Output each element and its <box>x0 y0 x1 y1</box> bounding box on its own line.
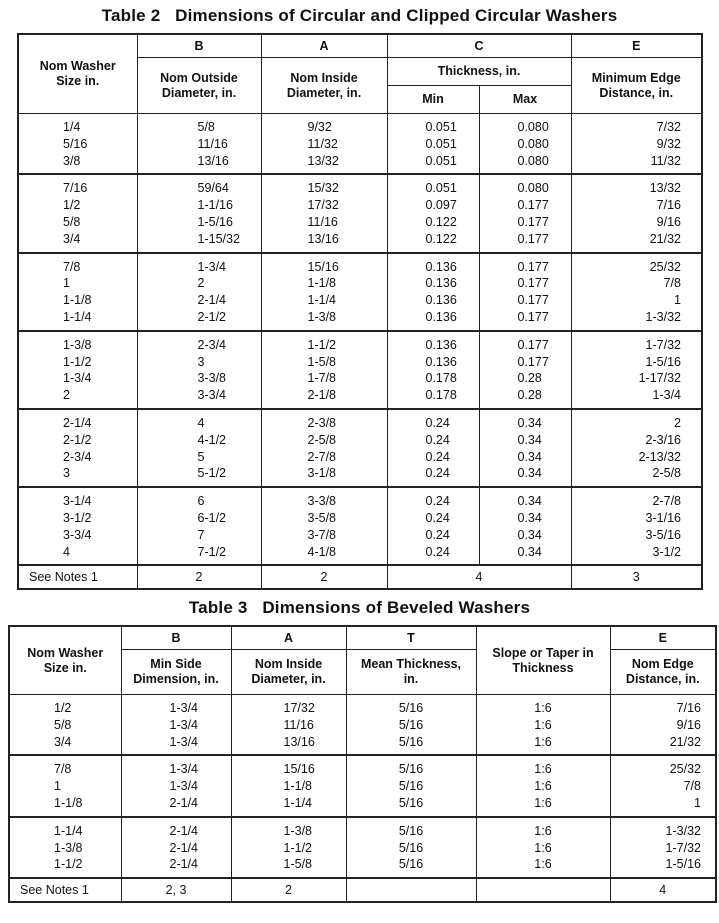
cell-outside-diameter <box>137 487 261 565</box>
cell-edge-distance-value: 1-7/32 <box>645 337 681 352</box>
cell-washer-size-value: 1-3/4 <box>63 371 92 386</box>
cell-inside-diameter <box>261 331 387 409</box>
cell-inside-diameter-value: 3-3/8 <box>307 494 336 509</box>
cell-thickness-min <box>387 331 479 409</box>
cell-slope-value: 1:6 <box>534 823 552 838</box>
cell-thickness-max-value: 0.080 <box>517 120 549 134</box>
cell-outside-diameter-value: 3-3/4 <box>197 388 226 403</box>
cell-edge-distance-value: 2-3/16 <box>645 432 681 447</box>
cell-edge-distance <box>571 114 702 175</box>
cell-min-side-value: 1-3/4 <box>169 717 198 732</box>
cell-washer-size-value: 1-1/8 <box>54 795 83 810</box>
cell-washer-size-value: 2 <box>63 388 70 403</box>
cell-edge-distance-value: 7/8 <box>683 779 701 794</box>
table-row-group <box>9 695 716 756</box>
cell-inside-diameter-value: 1-1/8 <box>307 276 336 291</box>
cell-thickness-max-value: 0.177 <box>517 259 549 274</box>
cell-thickness-min-value: 0.24 <box>425 494 450 509</box>
cell-thickness-max-value: 0.177 <box>517 309 549 324</box>
cell-slope-value: 1:6 <box>534 795 552 810</box>
cell-slope-value: 1:6 <box>534 779 552 794</box>
cell-mean-thickness <box>346 817 476 878</box>
cell-inside-diameter-value: 3-7/8 <box>307 527 336 542</box>
cell-mean-thickness <box>346 755 476 816</box>
cell-thickness-min-value: 0.136 <box>425 259 457 274</box>
cell-edge-distance <box>610 755 716 816</box>
notes-label: See Notes 1 <box>9 878 121 902</box>
cell-mean-thickness-value: 5/16 <box>398 779 424 794</box>
cell-thickness-min-value: 0.122 <box>425 214 457 229</box>
t3-header-e-letter: E <box>610 626 716 650</box>
cell-edge-distance-value: 1-3/32 <box>665 823 701 838</box>
cell-inside-diameter <box>261 253 387 331</box>
cell-inside-diameter-value: 13/16 <box>283 734 315 749</box>
cell-min-side-value: 2-1/4 <box>169 840 198 855</box>
cell-outside-diameter-value: 2-3/4 <box>197 337 226 352</box>
cell-washer-size-value: 1-1/8 <box>63 293 92 308</box>
cell-edge-distance-value: 25/32 <box>649 259 681 274</box>
cell-thickness-max-value: 0.34 <box>517 510 542 525</box>
cell-outside-diameter-value: 5/8 <box>197 120 215 134</box>
table-row-group <box>18 487 702 565</box>
table-row-group <box>18 174 702 252</box>
cell-thickness-max-value: 0.34 <box>517 432 542 447</box>
t2-header-size: Nom Washer Size in. <box>18 34 137 114</box>
t3-header-t-label: Mean Thickness, in. <box>346 650 476 695</box>
cell-outside-diameter-value: 5 <box>197 449 205 464</box>
cell-slope <box>476 755 610 816</box>
cell-inside-diameter-value: 13/32 <box>307 153 339 168</box>
t2-header-b-label: Nom Outside Diameter, in. <box>137 58 261 114</box>
cell-edge-distance-value: 11/32 <box>650 153 681 168</box>
t3-header-e-label: Nom Edge Distance, in. <box>610 650 716 695</box>
cell-thickness-max-value: 0.177 <box>517 214 549 229</box>
cell-thickness-min-value: 0.051 <box>425 181 457 196</box>
cell-edge-distance-value: 21/32 <box>649 231 681 246</box>
cell-thickness-min-value: 0.24 <box>425 466 450 481</box>
cell-inside-diameter-value: 2-1/8 <box>307 388 336 403</box>
cell-washer-size-value: 5/16 <box>63 136 88 151</box>
cell-washer-size <box>18 487 137 565</box>
cell-outside-diameter <box>137 409 261 487</box>
cell-mean-thickness-value: 5/16 <box>398 717 424 732</box>
t3-header-t-letter: T <box>346 626 476 650</box>
t3-header-b-label: Min Side Dimension, in. <box>121 650 231 695</box>
cell-thickness-min-value: 0.051 <box>425 153 457 168</box>
cell-edge-distance <box>571 409 702 487</box>
cell-outside-diameter-value: 1-15/32 <box>197 231 240 246</box>
cell-outside-diameter-value: 3-3/8 <box>197 371 226 386</box>
cell-thickness-min-value: 0.097 <box>425 198 457 213</box>
cell-thickness-min <box>387 487 479 565</box>
cell-edge-distance-value: 1 <box>674 293 681 308</box>
notes-e: 3 <box>571 565 702 589</box>
cell-edge-distance <box>610 817 716 878</box>
cell-outside-diameter-value: 1-1/16 <box>197 198 233 213</box>
cell-washer-size <box>18 174 137 252</box>
cell-thickness-min <box>387 174 479 252</box>
cell-washer-size-value: 1/4 <box>63 120 81 134</box>
cell-mean-thickness-value: 5/16 <box>398 823 424 838</box>
cell-washer-size <box>18 114 137 175</box>
cell-min-side <box>121 695 231 756</box>
cell-washer-size <box>9 817 121 878</box>
t2-header-e-letter: E <box>571 34 702 58</box>
cell-thickness-max-value: 0.34 <box>517 494 542 509</box>
cell-edge-distance-value: 9/16 <box>656 214 681 229</box>
cell-outside-diameter-value: 3 <box>197 354 205 369</box>
cell-outside-diameter-value: 2-1/4 <box>197 293 226 308</box>
cell-mean-thickness-value: 5/16 <box>398 840 424 855</box>
notes-label: See Notes 1 <box>18 565 137 589</box>
table-row-group <box>18 409 702 487</box>
cell-outside-diameter-value: 5-1/2 <box>197 466 226 481</box>
cell-slope-value: 1:6 <box>534 717 552 732</box>
cell-mean-thickness-value: 5/16 <box>398 701 424 715</box>
cell-edge-distance-value: 1-3/32 <box>645 309 681 324</box>
cell-thickness-max-value: 0.080 <box>517 181 549 196</box>
cell-thickness-min-value: 0.051 <box>425 120 457 134</box>
table-row-group <box>18 114 702 175</box>
cell-outside-diameter-value: 2 <box>197 276 205 291</box>
cell-washer-size-value: 7/8 <box>63 259 81 274</box>
cell-edge-distance-value: 2-7/8 <box>652 494 681 509</box>
cell-inside-diameter-value: 15/16 <box>283 762 315 777</box>
cell-inside-diameter-value: 1-1/2 <box>283 840 312 855</box>
notes-t <box>346 878 476 902</box>
cell-edge-distance-value: 2-13/32 <box>638 449 681 464</box>
cell-slope-value: 1:6 <box>534 857 552 872</box>
cell-inside-diameter <box>231 695 346 756</box>
cell-outside-diameter-value: 11/16 <box>197 136 228 151</box>
cell-outside-diameter-value: 1-5/16 <box>197 214 233 229</box>
t2-header-b-letter: B <box>137 34 261 58</box>
t2-header-max: Max <box>479 86 571 114</box>
cell-edge-distance <box>571 253 702 331</box>
cell-thickness-min-value: 0.24 <box>425 449 450 464</box>
cell-washer-size-value: 4 <box>63 544 70 559</box>
cell-inside-diameter-value: 1-3/8 <box>307 309 336 324</box>
t2-header-a-letter: A <box>261 34 387 58</box>
cell-inside-diameter-value: 17/32 <box>283 701 315 715</box>
cell-slope-value: 1:6 <box>534 734 552 749</box>
cell-thickness-min-value: 0.24 <box>425 510 450 525</box>
cell-thickness-min-value: 0.136 <box>425 293 457 308</box>
cell-slope-value: 1:6 <box>534 840 552 855</box>
cell-washer-size-value: 1 <box>63 276 70 291</box>
cell-edge-distance <box>571 487 702 565</box>
cell-outside-diameter-value: 6 <box>197 494 205 509</box>
cell-thickness-max <box>479 253 571 331</box>
cell-min-side-value: 1-3/4 <box>169 762 198 777</box>
cell-thickness-min-value: 0.051 <box>425 136 457 151</box>
cell-mean-thickness-value: 5/16 <box>398 734 424 749</box>
cell-inside-diameter-value: 1-1/4 <box>307 293 336 308</box>
cell-thickness-min-value: 0.24 <box>425 527 450 542</box>
cell-inside-diameter-value: 13/16 <box>307 231 339 246</box>
cell-mean-thickness-value: 5/16 <box>398 857 424 872</box>
cell-mean-thickness-value: 5/16 <box>398 795 424 810</box>
cell-inside-diameter-value: 3-5/8 <box>307 510 336 525</box>
cell-thickness-min-value: 0.136 <box>425 354 457 369</box>
notes-c: 4 <box>387 565 571 589</box>
t2-header-a-label: Nom Inside Diameter, in. <box>261 58 387 114</box>
cell-inside-diameter-value: 11/16 <box>307 214 338 229</box>
cell-washer-size <box>9 695 121 756</box>
cell-outside-diameter-value: 59/64 <box>197 181 229 196</box>
cell-thickness-max-value: 0.177 <box>517 337 549 352</box>
cell-edge-distance-value: 1-5/16 <box>665 857 701 872</box>
cell-outside-diameter-value: 4 <box>197 415 205 430</box>
cell-edge-distance-value: 7/16 <box>656 198 681 213</box>
cell-outside-diameter <box>137 253 261 331</box>
cell-inside-diameter-value: 2-7/8 <box>307 449 336 464</box>
cell-edge-distance-value: 1 <box>694 795 701 810</box>
table-row-group <box>18 253 702 331</box>
cell-inside-diameter <box>261 487 387 565</box>
t3-header-b-letter: B <box>121 626 231 650</box>
cell-washer-size-value: 7/16 <box>63 181 88 196</box>
cell-washer-size-value: 1-3/8 <box>54 840 83 855</box>
cell-washer-size-value: 1-1/4 <box>63 309 92 324</box>
cell-min-side-value: 1-3/4 <box>169 779 198 794</box>
cell-edge-distance <box>571 331 702 409</box>
cell-slope <box>476 817 610 878</box>
cell-inside-diameter-value: 1-1/4 <box>283 795 312 810</box>
cell-min-side-value: 2-1/4 <box>169 857 198 872</box>
t3-header-slope: Slope or Taper in Thickness <box>476 626 610 695</box>
cell-thickness-max <box>479 331 571 409</box>
t2-header-e-label: Minimum Edge Distance, in. <box>571 58 702 114</box>
cell-thickness-max-value: 0.080 <box>517 153 549 168</box>
cell-outside-diameter <box>137 174 261 252</box>
t3-header-size: Nom Washer Size in. <box>9 626 121 695</box>
cell-thickness-max-value: 0.34 <box>517 449 542 464</box>
cell-outside-diameter-value: 13/16 <box>197 153 229 168</box>
cell-inside-diameter <box>261 174 387 252</box>
cell-edge-distance-value: 1-5/16 <box>645 354 681 369</box>
cell-inside-diameter <box>231 755 346 816</box>
t2-header-min: Min <box>387 86 479 114</box>
cell-inside-diameter-value: 4-1/8 <box>307 544 336 559</box>
cell-inside-diameter-value: 1-1/8 <box>283 779 312 794</box>
cell-slope <box>476 695 610 756</box>
cell-washer-size-value: 1-1/2 <box>54 857 83 872</box>
table-row-group <box>18 331 702 409</box>
cell-washer-size-value: 1-3/8 <box>63 337 92 352</box>
cell-washer-size-value: 1/2 <box>63 198 81 213</box>
notes-e: 4 <box>610 878 716 902</box>
cell-edge-distance-value: 7/8 <box>663 276 681 291</box>
cell-thickness-max <box>479 174 571 252</box>
cell-inside-diameter-value: 17/32 <box>307 198 339 213</box>
cell-edge-distance-value: 1-7/32 <box>665 840 701 855</box>
cell-edge-distance-value: 9/32 <box>656 136 681 151</box>
table2-title: Table 2 Dimensions of Circular and Clipped Circular Washers <box>101 6 618 25</box>
cell-thickness-max-value: 0.34 <box>517 415 542 430</box>
cell-washer-size-value: 2-1/2 <box>63 432 92 447</box>
cell-min-side <box>121 755 231 816</box>
cell-edge-distance-value: 7/32 <box>656 120 681 134</box>
cell-thickness-max-value: 0.080 <box>517 136 549 151</box>
table3 <box>8 625 717 903</box>
cell-washer-size-value: 2-3/4 <box>63 449 92 464</box>
cell-thickness-max-value: 0.177 <box>517 231 549 246</box>
cell-inside-diameter-value: 1-7/8 <box>307 371 336 386</box>
notes-row <box>9 878 716 902</box>
cell-washer-size-value: 7/8 <box>54 762 72 777</box>
notes-row <box>18 565 702 589</box>
cell-thickness-max-value: 0.177 <box>517 198 549 213</box>
t2-header-c-letter: C <box>387 34 571 58</box>
cell-thickness-max-value: 0.177 <box>517 293 549 308</box>
t2-header-thickness: Thickness, in. <box>387 58 571 86</box>
cell-slope-value: 1:6 <box>534 701 552 715</box>
cell-thickness-max-value: 0.34 <box>517 544 542 559</box>
cell-outside-diameter-value: 4-1/2 <box>197 432 226 447</box>
cell-thickness-min-value: 0.122 <box>425 231 457 246</box>
cell-inside-diameter-value: 3-1/8 <box>307 466 336 481</box>
cell-thickness-max-value: 0.177 <box>517 354 549 369</box>
cell-thickness-max-value: 0.34 <box>517 466 542 481</box>
notes-a: 2 <box>231 878 346 902</box>
cell-outside-diameter <box>137 114 261 175</box>
cell-washer-size-value: 3/8 <box>63 153 81 168</box>
cell-thickness-max <box>479 487 571 565</box>
cell-mean-thickness <box>346 695 476 756</box>
cell-edge-distance <box>610 695 716 756</box>
cell-outside-diameter-value: 6-1/2 <box>197 510 226 525</box>
cell-thickness-max <box>479 114 571 175</box>
cell-edge-distance-value: 25/32 <box>669 762 701 777</box>
cell-outside-diameter-value: 2-1/2 <box>197 309 226 324</box>
cell-edge-distance-value: 7/16 <box>676 701 701 715</box>
t3-header-a-label: Nom Inside Diameter, in. <box>231 650 346 695</box>
cell-inside-diameter <box>261 409 387 487</box>
cell-washer-size-value: 3/4 <box>54 734 72 749</box>
cell-thickness-max-value: 0.28 <box>517 388 542 403</box>
cell-washer-size-value: 2-1/4 <box>63 415 92 430</box>
cell-thickness-min-value: 0.24 <box>425 432 450 447</box>
table3-title: Table 3 Dimensions of Beveled Washers <box>188 598 531 617</box>
cell-thickness-min-value: 0.24 <box>425 544 450 559</box>
cell-thickness-max-value: 0.177 <box>517 276 549 291</box>
cell-edge-distance-value: 1-17/32 <box>638 371 681 386</box>
cell-thickness-min <box>387 409 479 487</box>
cell-thickness-min-value: 0.24 <box>425 415 450 430</box>
cell-thickness-min-value: 0.178 <box>425 388 457 403</box>
cell-thickness-min-value: 0.136 <box>425 337 457 352</box>
cell-washer-size-value: 1/2 <box>54 701 72 715</box>
cell-edge-distance-value: 2 <box>674 415 681 430</box>
cell-washer-size-value: 3-1/2 <box>63 510 92 525</box>
notes-slope <box>476 878 610 902</box>
cell-edge-distance-value: 21/32 <box>669 734 701 749</box>
table2 <box>17 33 703 590</box>
cell-thickness-min-value: 0.178 <box>425 371 457 386</box>
cell-min-side-value: 1-3/4 <box>169 734 198 749</box>
cell-washer-size <box>18 409 137 487</box>
cell-inside-diameter-value: 1-3/8 <box>283 823 312 838</box>
cell-washer-size-value: 3-1/4 <box>63 494 92 509</box>
cell-washer-size-value: 3/4 <box>63 231 81 246</box>
cell-thickness-max <box>479 409 571 487</box>
t3-header-a-letter: A <box>231 626 346 650</box>
cell-inside-diameter-value: 2-5/8 <box>307 432 336 447</box>
cell-outside-diameter-value: 1-3/4 <box>197 259 226 274</box>
cell-edge-distance-value: 1-3/4 <box>652 388 681 403</box>
cell-edge-distance-value: 3-5/16 <box>645 527 681 542</box>
cell-inside-diameter <box>261 114 387 175</box>
cell-edge-distance <box>571 174 702 252</box>
table-row-group <box>9 817 716 878</box>
cell-washer-size-value: 5/8 <box>63 214 81 229</box>
cell-washer-size <box>18 253 137 331</box>
cell-edge-distance-value: 13/32 <box>649 181 681 196</box>
notes-b: 2 <box>137 565 261 589</box>
cell-washer-size-value: 5/8 <box>54 717 72 732</box>
cell-washer-size-value: 3 <box>63 466 70 481</box>
cell-thickness-min <box>387 114 479 175</box>
cell-outside-diameter-value: 7-1/2 <box>197 544 226 559</box>
notes-a: 2 <box>261 565 387 589</box>
cell-washer-size-value: 1-1/4 <box>54 823 83 838</box>
cell-inside-diameter-value: 1-5/8 <box>283 857 312 872</box>
cell-edge-distance-value: 2-5/8 <box>652 466 681 481</box>
cell-inside-diameter-value: 15/16 <box>307 259 339 274</box>
cell-thickness-min <box>387 253 479 331</box>
cell-edge-distance-value: 3-1/16 <box>645 510 681 525</box>
cell-slope-value: 1:6 <box>534 762 552 777</box>
cell-min-side <box>121 817 231 878</box>
cell-thickness-min-value: 0.136 <box>425 309 457 324</box>
cell-inside-diameter-value: 11/16 <box>283 717 314 732</box>
cell-inside-diameter-value: 1-1/2 <box>307 337 336 352</box>
cell-inside-diameter-value: 9/32 <box>307 120 332 134</box>
cell-inside-diameter <box>231 817 346 878</box>
cell-inside-diameter-value: 11/32 <box>307 136 338 151</box>
cell-thickness-max-value: 0.28 <box>517 371 542 386</box>
cell-inside-diameter-value: 1-5/8 <box>307 354 336 369</box>
cell-thickness-max-value: 0.34 <box>517 527 542 542</box>
cell-washer-size <box>9 755 121 816</box>
cell-inside-diameter-value: 2-3/8 <box>307 415 336 430</box>
cell-washer-size-value: 1-1/2 <box>63 354 92 369</box>
cell-thickness-min-value: 0.136 <box>425 276 457 291</box>
cell-inside-diameter-value: 15/32 <box>307 181 339 196</box>
cell-edge-distance-value: 3-1/2 <box>652 544 681 559</box>
notes-b: 2, 3 <box>121 878 231 902</box>
cell-washer-size <box>18 331 137 409</box>
cell-min-side-value: 2-1/4 <box>169 795 198 810</box>
cell-min-side-value: 1-3/4 <box>169 701 198 715</box>
cell-outside-diameter-value: 7 <box>197 527 205 542</box>
cell-mean-thickness-value: 5/16 <box>398 762 424 777</box>
table-row-group <box>9 755 716 816</box>
cell-edge-distance-value: 9/16 <box>676 717 701 732</box>
cell-outside-diameter <box>137 331 261 409</box>
cell-min-side-value: 2-1/4 <box>169 823 198 838</box>
cell-washer-size-value: 3-3/4 <box>63 527 92 542</box>
cell-washer-size-value: 1 <box>54 779 61 794</box>
